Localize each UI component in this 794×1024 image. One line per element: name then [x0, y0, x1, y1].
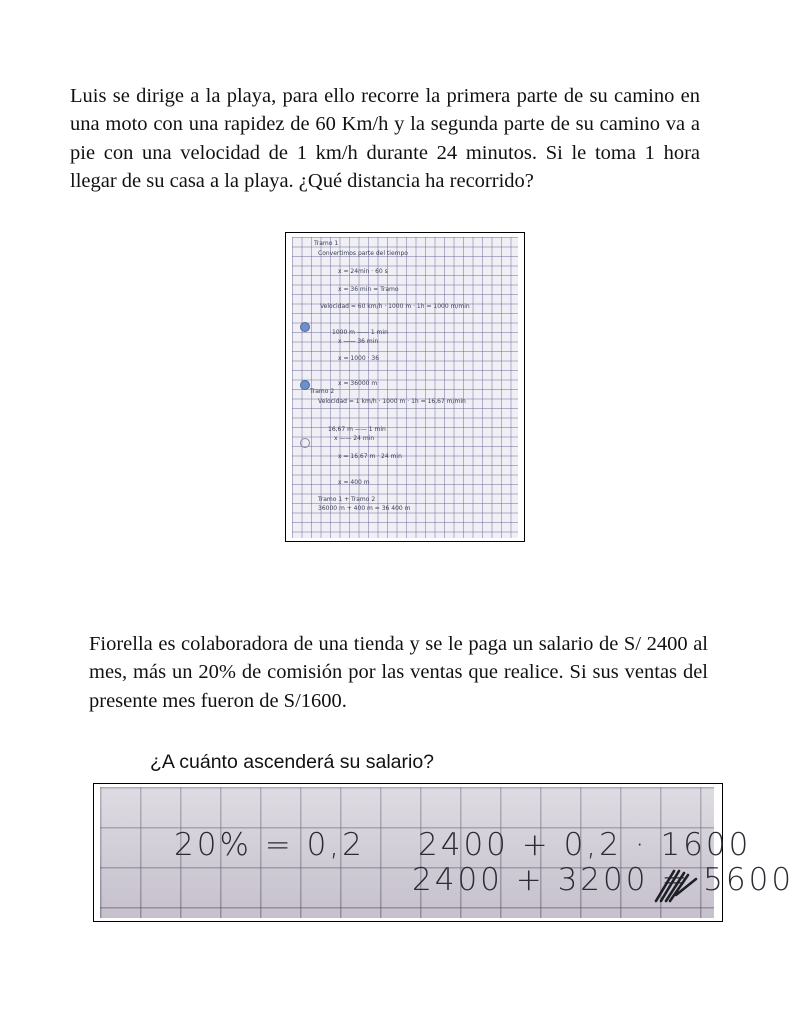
handwriting-line: Convertimos parte del tiempo [318, 250, 408, 257]
handwriting-line: Tramo 1 [314, 240, 339, 247]
handwriting-line: 2400 + 0,2 · 1600 [418, 827, 752, 863]
handwriting-line: x = 36 min = Tramo [338, 286, 399, 293]
handwriting-line: x = 400 m [338, 479, 370, 486]
handwriting-line: x —— 36 min [338, 338, 379, 345]
solution-photo-1 [285, 232, 525, 542]
handwriting-line: x = 24min · 60 s [338, 268, 388, 275]
binder-hole-icon [300, 380, 310, 390]
grid-paper [100, 787, 794, 918]
binder-hole-icon [300, 322, 310, 332]
handwriting-line: 2400 + 3200 = 5600 [412, 862, 794, 898]
handwriting-line: x = 16,67 m · 24 min [338, 453, 402, 460]
handwriting-line: Velocidad = 1 km/h · 1000 m · 1h = 16,67 m/min [318, 398, 466, 405]
handwriting-line: Tramo 1 + Tramo 2 [318, 496, 376, 503]
handwriting-line: 16,67 m —— 1 min [328, 426, 386, 433]
handwriting-line: Velocidad = 60 km/h · 1000 m · 1h = 1000 m/min [320, 303, 470, 310]
grid-paper [292, 237, 518, 538]
handwriting-line: x = 36000 m [338, 380, 378, 387]
handwriting-line: 1000 m —— 1 min [332, 329, 388, 336]
binder-hole-icon [300, 438, 310, 448]
handwriting-line: 36000 m + 400 m = 36 400 m [318, 505, 411, 512]
handwriting-line: 20% = 0,2 [174, 827, 365, 863]
scribble-mark-icon [652, 865, 702, 905]
problem-2-text: Fiorella es colaboradora de una tienda y se le paga un salario de S/ 2400 al mes, más un 20% de comisión por las ventas que realice. Si sus ventas del presente mes fueron de S/1600. [89, 633, 708, 712]
handwriting-line: x —— 24 min [334, 435, 375, 442]
problem-1-text: Luis se dirige a la playa, para ello recorre la primera parte de su camino en una moto con una rapidez de 60 Km/h y la segunda parte de su camino va a pie con una velocidad de 1 km/h durante 24 minutos. Si le toma 1 hora llegar de su casa a la playa. ¿Qué distancia ha recorrido? [70, 85, 700, 192]
handwriting-line: Tramo 2 [310, 388, 335, 395]
problem-2-question: ¿A cuánto ascenderá su salario? [150, 751, 435, 773]
solution-photo-2 [93, 783, 794, 922]
handwriting-line: x = 1000 · 36 [338, 355, 380, 362]
